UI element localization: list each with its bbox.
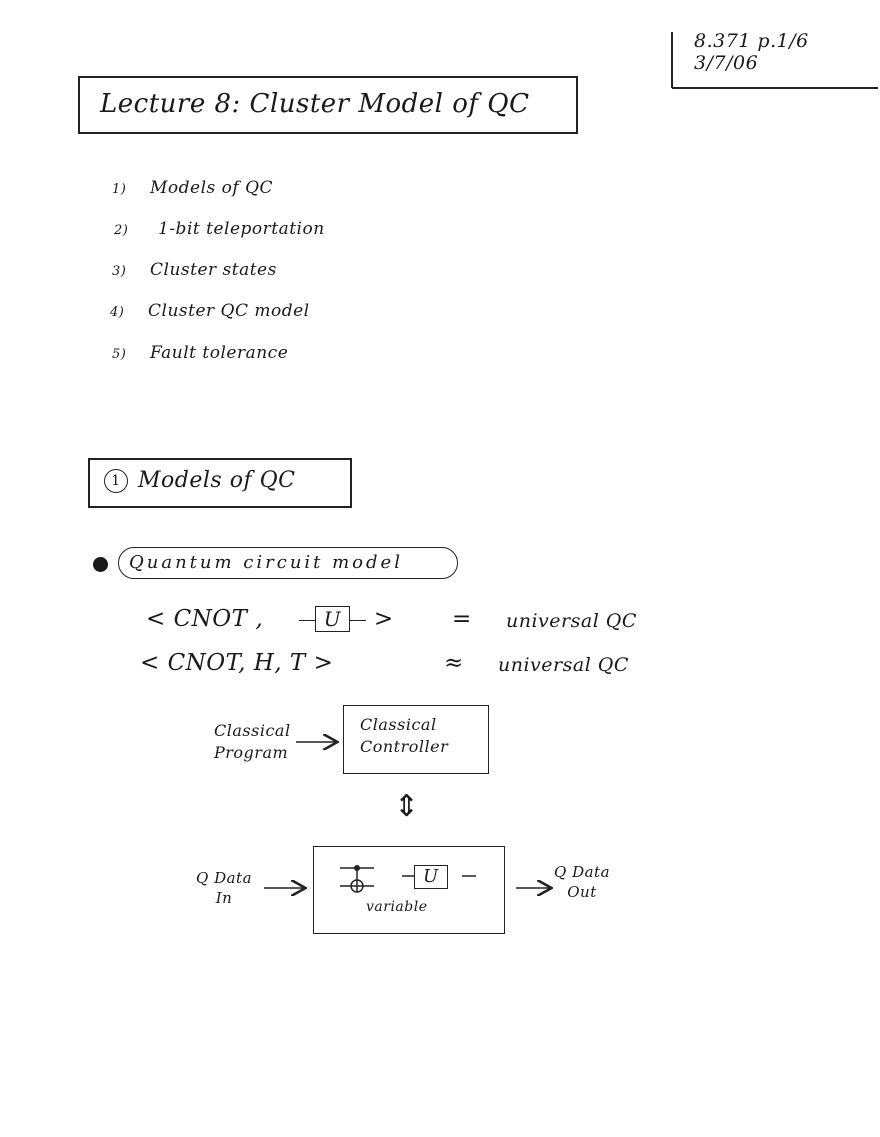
circuit-unitary-gate: U	[414, 865, 448, 889]
outline-text: 1-bit teleportation	[158, 219, 325, 239]
course-page-number: 8.371 p.1/6	[694, 30, 809, 52]
outline-number: 4)	[110, 305, 125, 320]
lecture-title: Lecture 8: Cluster Model of QC	[100, 89, 530, 119]
eq1-relation: =	[452, 606, 472, 632]
outline-number: 1)	[112, 182, 127, 197]
outline-text: Cluster QC model	[148, 301, 310, 321]
outline-number: 5)	[112, 347, 127, 362]
outline-text: Cluster states	[150, 260, 277, 280]
eq1-lhs-start: < CNOT ,	[146, 606, 264, 632]
program-label-line2: Program	[214, 743, 289, 762]
section-title: Models of QC	[138, 468, 296, 493]
cnot-gate-icon	[340, 865, 374, 892]
equation-2-lhs: < CNOT, H, T >	[140, 650, 334, 676]
section-number: 1	[104, 469, 128, 493]
unitary-gate-box: U	[315, 606, 350, 632]
circuit-caption: variable	[366, 899, 428, 915]
controller-label: Classical Controller	[360, 715, 449, 756]
eq1-rhs: universal QC	[506, 610, 637, 632]
subsection-title: Quantum circuit model	[129, 552, 403, 573]
eq2-rhs: universal QC	[498, 654, 629, 676]
input-label-line1: Q Data	[196, 869, 253, 887]
outline-text: Fault tolerance	[150, 343, 289, 363]
eq2-relation: ≈	[444, 650, 464, 676]
outline-number: 3)	[112, 264, 127, 279]
outline-number: 2)	[114, 223, 129, 238]
double-arrow-icon: ⇕	[394, 789, 420, 824]
output-label-line2: Out	[567, 883, 597, 901]
lecture-date: 3/7/06	[694, 52, 759, 74]
outline-text: Models of QC	[150, 178, 274, 198]
program-label-line1: Classical	[214, 721, 291, 740]
input-label-line2: In	[215, 889, 233, 907]
eq1-lhs-end: >	[373, 606, 394, 632]
output-label-line1: Q Data	[554, 863, 611, 881]
